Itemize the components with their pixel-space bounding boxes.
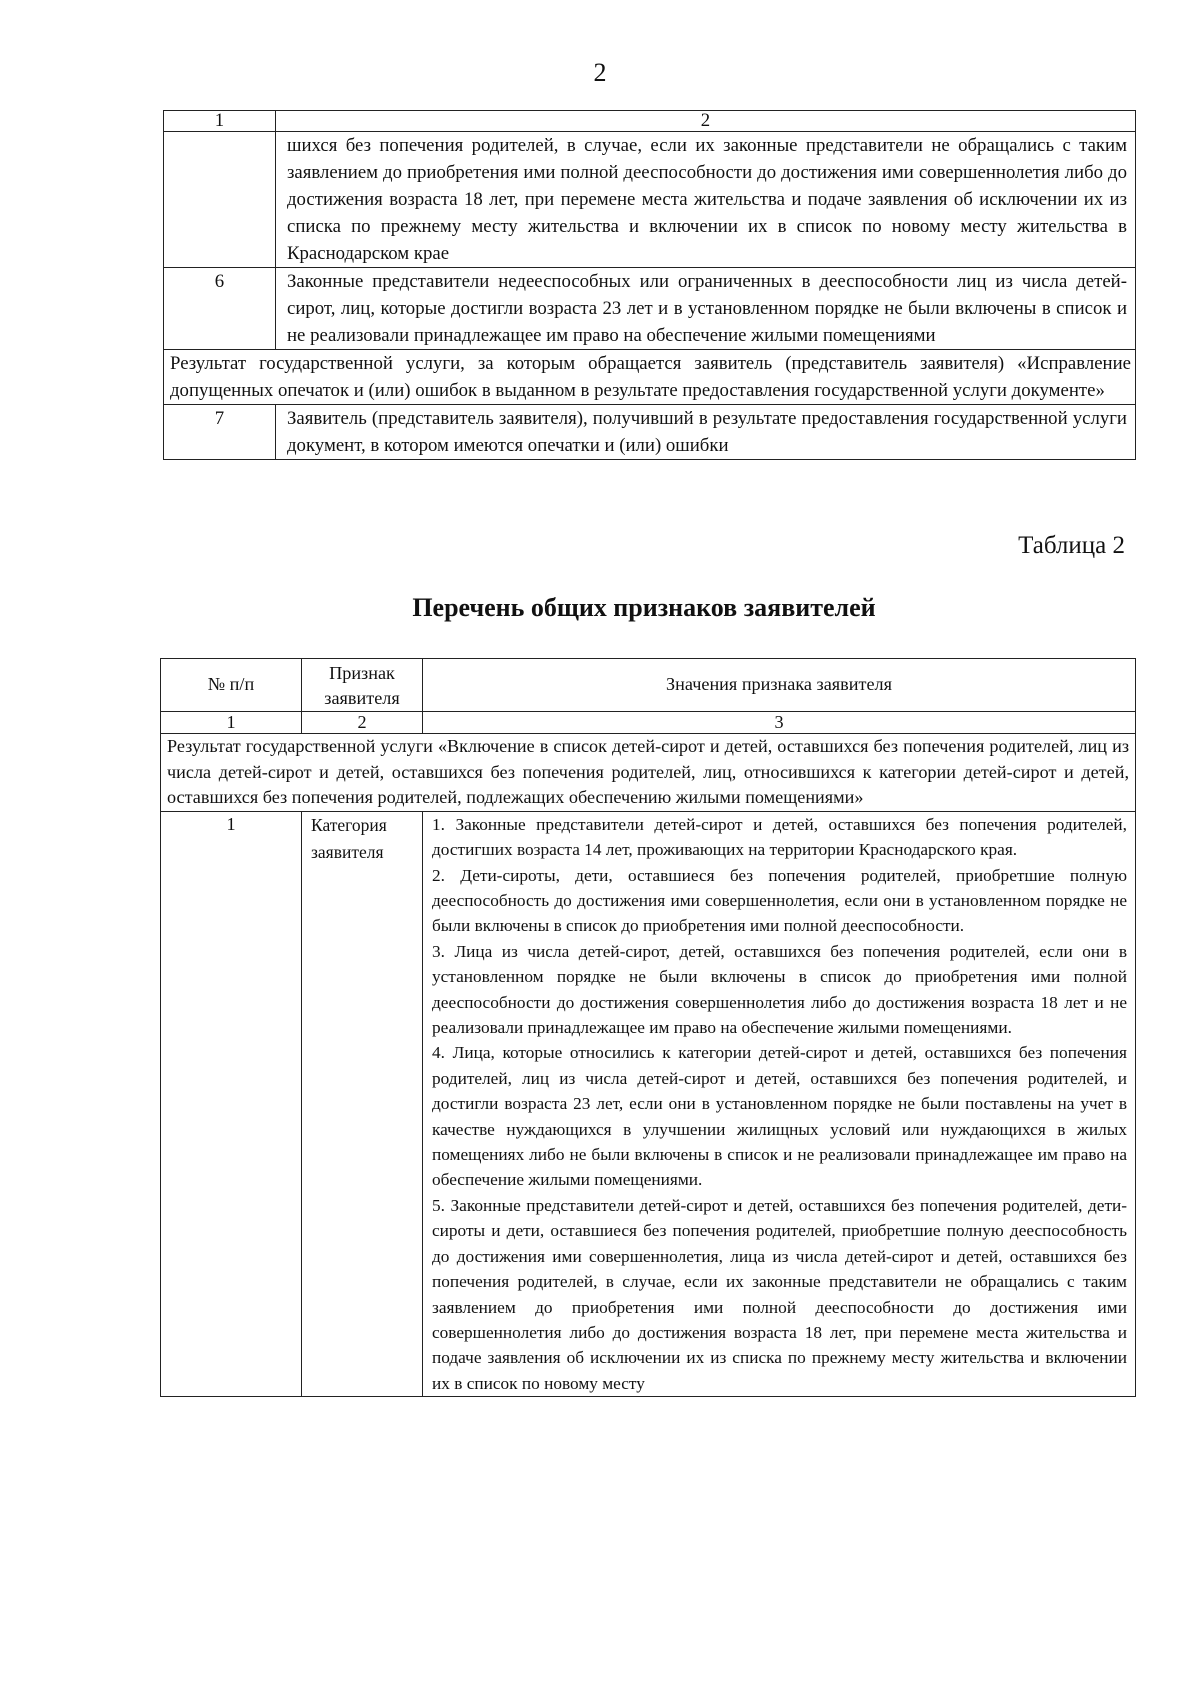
table-label: Таблица 2 <box>1018 532 1125 559</box>
row-values <box>423 811 1136 1396</box>
column-number-row <box>161 712 1136 734</box>
result-row-text: Результат государственной услуги «Включение в список детей-сирот и детей, оставшихся без попечения родителей, лиц из числа детей-сирот и детей, оставшихся без попечения родителей, лиц, относившихся к категории детей-сирот и детей, оставшихся без попечения родителей, подлежащих обеспечению жилыми помещениями» <box>161 734 1136 812</box>
column-number-1: 1 <box>161 712 302 734</box>
result-row <box>164 350 1136 405</box>
row-feature: Категория заявителя <box>302 811 423 1396</box>
row-text: шихся без попечения родителей, в случае, если их законные представители не обращались с таким заявлением до приобретения ими полной дееспособности до достижения ими совершеннолетия либо до достижения возраста 18 лет, при перемене места жительства и подаче заявления об исключении их из списка по прежнему месту жительства и включении их в список по новому месту жительства в Краснодарском крае <box>276 132 1136 268</box>
header-col-2: 2 <box>276 111 1136 132</box>
value-item-5: 5. Законные представители детей-сирот и детей, оставшихся без попечения родителей, дети-сироты и дети, оставшиеся без попечения родителей, приобретшие полную дееспособность до достижения ими совершеннолетия, лица из числа детей-сирот и детей, оставшихся без попечения родителей, в случае, если их законные представители не обращались с таким заявлением до приобретения ими полной дееспособности до достижения ими совершеннолетия либо до достижения возраста 18 лет, при перемене места жительства и подаче заявления об исключении их из списка по прежнему месту жительства и включении их в список по новому месту <box>432 1195 1127 1393</box>
applicants-table <box>160 658 1136 1397</box>
header-number: № п/п <box>161 659 302 712</box>
table-title: Перечень общих признаков заявителей <box>412 593 876 622</box>
value-item-4: 4. Лица, которые относились к категории детей-сирот и детей, оставшихся без попечения родителей, лиц из числа детей-сирот и детей, оставшихся без попечения родителей, и достигли возраста 23 лет, если они в установленном порядке не были поставлены на учет в качестве нуждающихся в улучшении жилищных условий или нуждающихся в жилых помещениях либо не были включены в список и не реализовали принадлежащее им право на обеспечение жилыми помещениями. <box>432 1043 1127 1190</box>
row-number <box>164 132 276 268</box>
continuation-table <box>163 110 1136 460</box>
table-header-row <box>164 111 1136 132</box>
row-text: Заявитель (представитель заявителя), получивший в результате предоставления государственной услуги документ, в котором имеются опечатки и (или) ошибки <box>276 405 1136 460</box>
header-values: Значения признака заявителя <box>423 659 1136 712</box>
value-item-2: 2. Дети-сироты, дети, оставшиеся без попечения родителей, приобретшие полную дееспособность до достижения ими совершеннолетия, если они в установленном порядке не были включены в список до приобретения ими полной дееспособности. <box>432 865 1127 936</box>
table-header-row <box>161 659 1136 712</box>
value-item-1: 1. Законные представители детей-сирот и детей, оставшихся без попечения родителей, достигших возраста 14 лет, проживающих на территории Краснодарского края. <box>432 814 1127 860</box>
row-number: 1 <box>161 811 302 1396</box>
result-row <box>161 734 1136 812</box>
header-feature: Признак заявителя <box>302 659 423 712</box>
table-row <box>164 405 1136 460</box>
column-number-3: 3 <box>423 712 1136 734</box>
table-row <box>161 811 1136 1396</box>
table-row <box>164 268 1136 350</box>
result-row-text: Результат государственной услуги, за которым обращается заявитель (представитель заявителя) «Исправление допущенных опечаток и (или) ошибок в выданном в результате предоставления государственной услуги документе» <box>164 350 1136 405</box>
header-col-1: 1 <box>164 111 276 132</box>
column-number-2: 2 <box>302 712 423 734</box>
value-item-3: 3. Лица из числа детей-сирот, детей, оставшихся без попечения родителей, если они в установленном порядке не были включены в список до приобретения ими полной дееспособности до достижения совершеннолетия либо до достижения возраста 18 лет и не реализовали принадлежащее им право на обеспечение жилыми помещениями. <box>432 941 1127 1038</box>
table-row <box>164 132 1136 268</box>
row-number: 7 <box>164 405 276 460</box>
row-number: 6 <box>164 268 276 350</box>
row-text: Законные представители недееспособных или ограниченных в дееспособности лиц из числа детей-сирот, лиц, которые достигли возраста 23 лет и в установленном порядке не были включены в список и не реализовали принадлежащее им право на обеспечение жилыми помещениями <box>276 268 1136 350</box>
page-number: 2 <box>593 58 607 87</box>
